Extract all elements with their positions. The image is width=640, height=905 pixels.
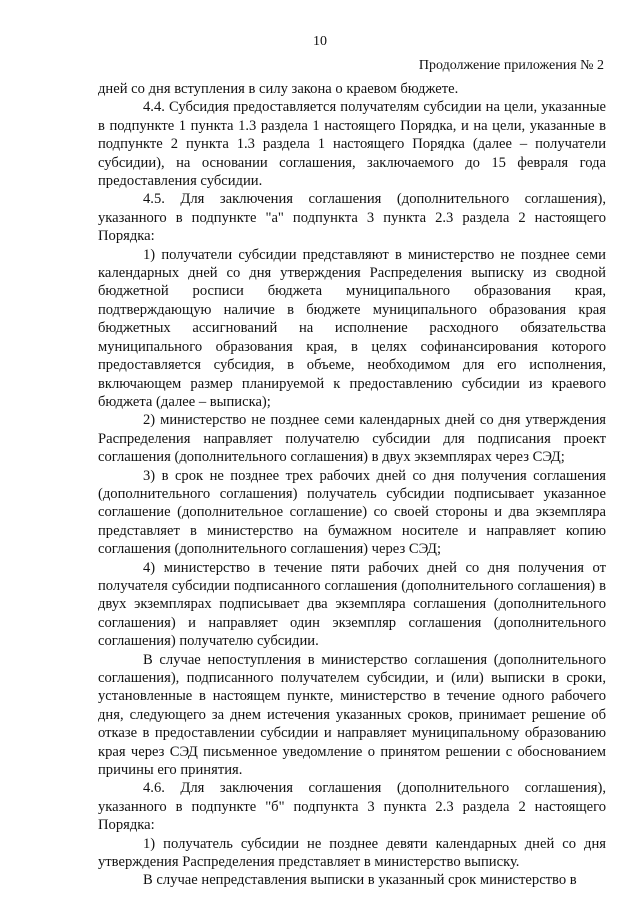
paragraph-4-5-item-1: 1) получатели субсидии представляют в министерство не позднее семи календарных дней со дня утверждения Распределения выписку из сводной бюджетной росписи бюджета муниципального образования края, подтверждающую наличие в бюджете муниципального образования края бюджетных ассигнований на исполнение расходного обязательства муниципального образования края, в целях софинансирования которого предоставляется субсидия, в объеме, необходимом для его исполнения, включающем размер планируемой к предоставлению субсидии из краевого бюджета (далее – выписка); — [98, 246, 606, 410]
paragraph-continuation: дней со дня вступления в силу закона о краевом бюджете. — [98, 81, 459, 97]
paragraph-4-5-item-4: 4) министерство в течение пяти рабочих дней со дня получения от получателя субсидии подписанного соглашения (дополнительного соглашения) в двух экземплярах подписывает два экземпляра соглашения (дополнительного соглашения) и направляет один экземпляр соглашения (дополнительного соглашения) получателю субсидии. — [98, 559, 606, 650]
document-body — [98, 80, 606, 890]
paragraph-4-6: 4.6. Для заключения соглашения (дополнительного соглашения), указанного в подпункте "б" подпункта 3 пункта 2.3 раздела 2 настоящего Порядка: — [98, 780, 606, 834]
appendix-continuation-note: Продолжение приложения № 2 — [418, 58, 604, 73]
page-number: 10 — [313, 34, 327, 49]
paragraph-non-submission: В случае непредставления выписки в указанный срок министерство в — [143, 872, 577, 889]
paragraph-4-4: 4.4. Субсидия предоставляется получателям субсидии на цели, указанные в подпункте 1 пункта 1.3 раздела 1 настоящего Порядка, и на цели, указанные в подпункте 2 пункта 1.3 раздела 1 настоящего Порядка (далее – получатели субсидии), на основании соглашения, заключаемого до 15 февраля года предоставления субсидии. — [98, 99, 606, 190]
paragraph-4-6-item-1: 1) получатель субсидии не позднее девяти календарных дней со дня утверждения Распределения представляет в министерство выписку. — [98, 835, 606, 871]
paragraph-4-5: 4.5. Для заключения соглашения (дополнительного соглашения), указанного в подпункте "а" подпункта 3 пункта 2.3 раздела 2 настоящего Порядка: — [98, 191, 606, 245]
paragraph-4-5-item-3: 3) в срок не позднее трех рабочих дней со дня получения соглашения (дополнительного соглашения) получатель субсидии подписывает указанное соглашение (дополнительное соглашение) со своей стороны и два экземпляра представляет в министерство на бумажном носителе и направляет копию соглашения (дополнительного соглашения) через СЭД; — [98, 467, 606, 558]
paragraph-refusal-case: В случае непоступления в министерство соглашения (дополнительного соглашения), подписанного получателем субсидии, и (или) выписки в сроки, установленные в настоящем пункте, министерство в течение одного рабочего дня, следующего за днем истечения указанных сроков, принимает решение об отказе в предоставлении субсидии и направляет муниципальному образованию края через СЭД письменное уведомление о принятом решении с обоснованием причины его принятия. — [98, 651, 606, 779]
paragraph-4-5-item-2: 2) министерство не позднее семи календарных дней со дня утверждения Распределения направляет получателю субсидии для подписания проект соглашения (дополнительного соглашения) в двух экземплярах через СЭД; — [98, 412, 606, 466]
